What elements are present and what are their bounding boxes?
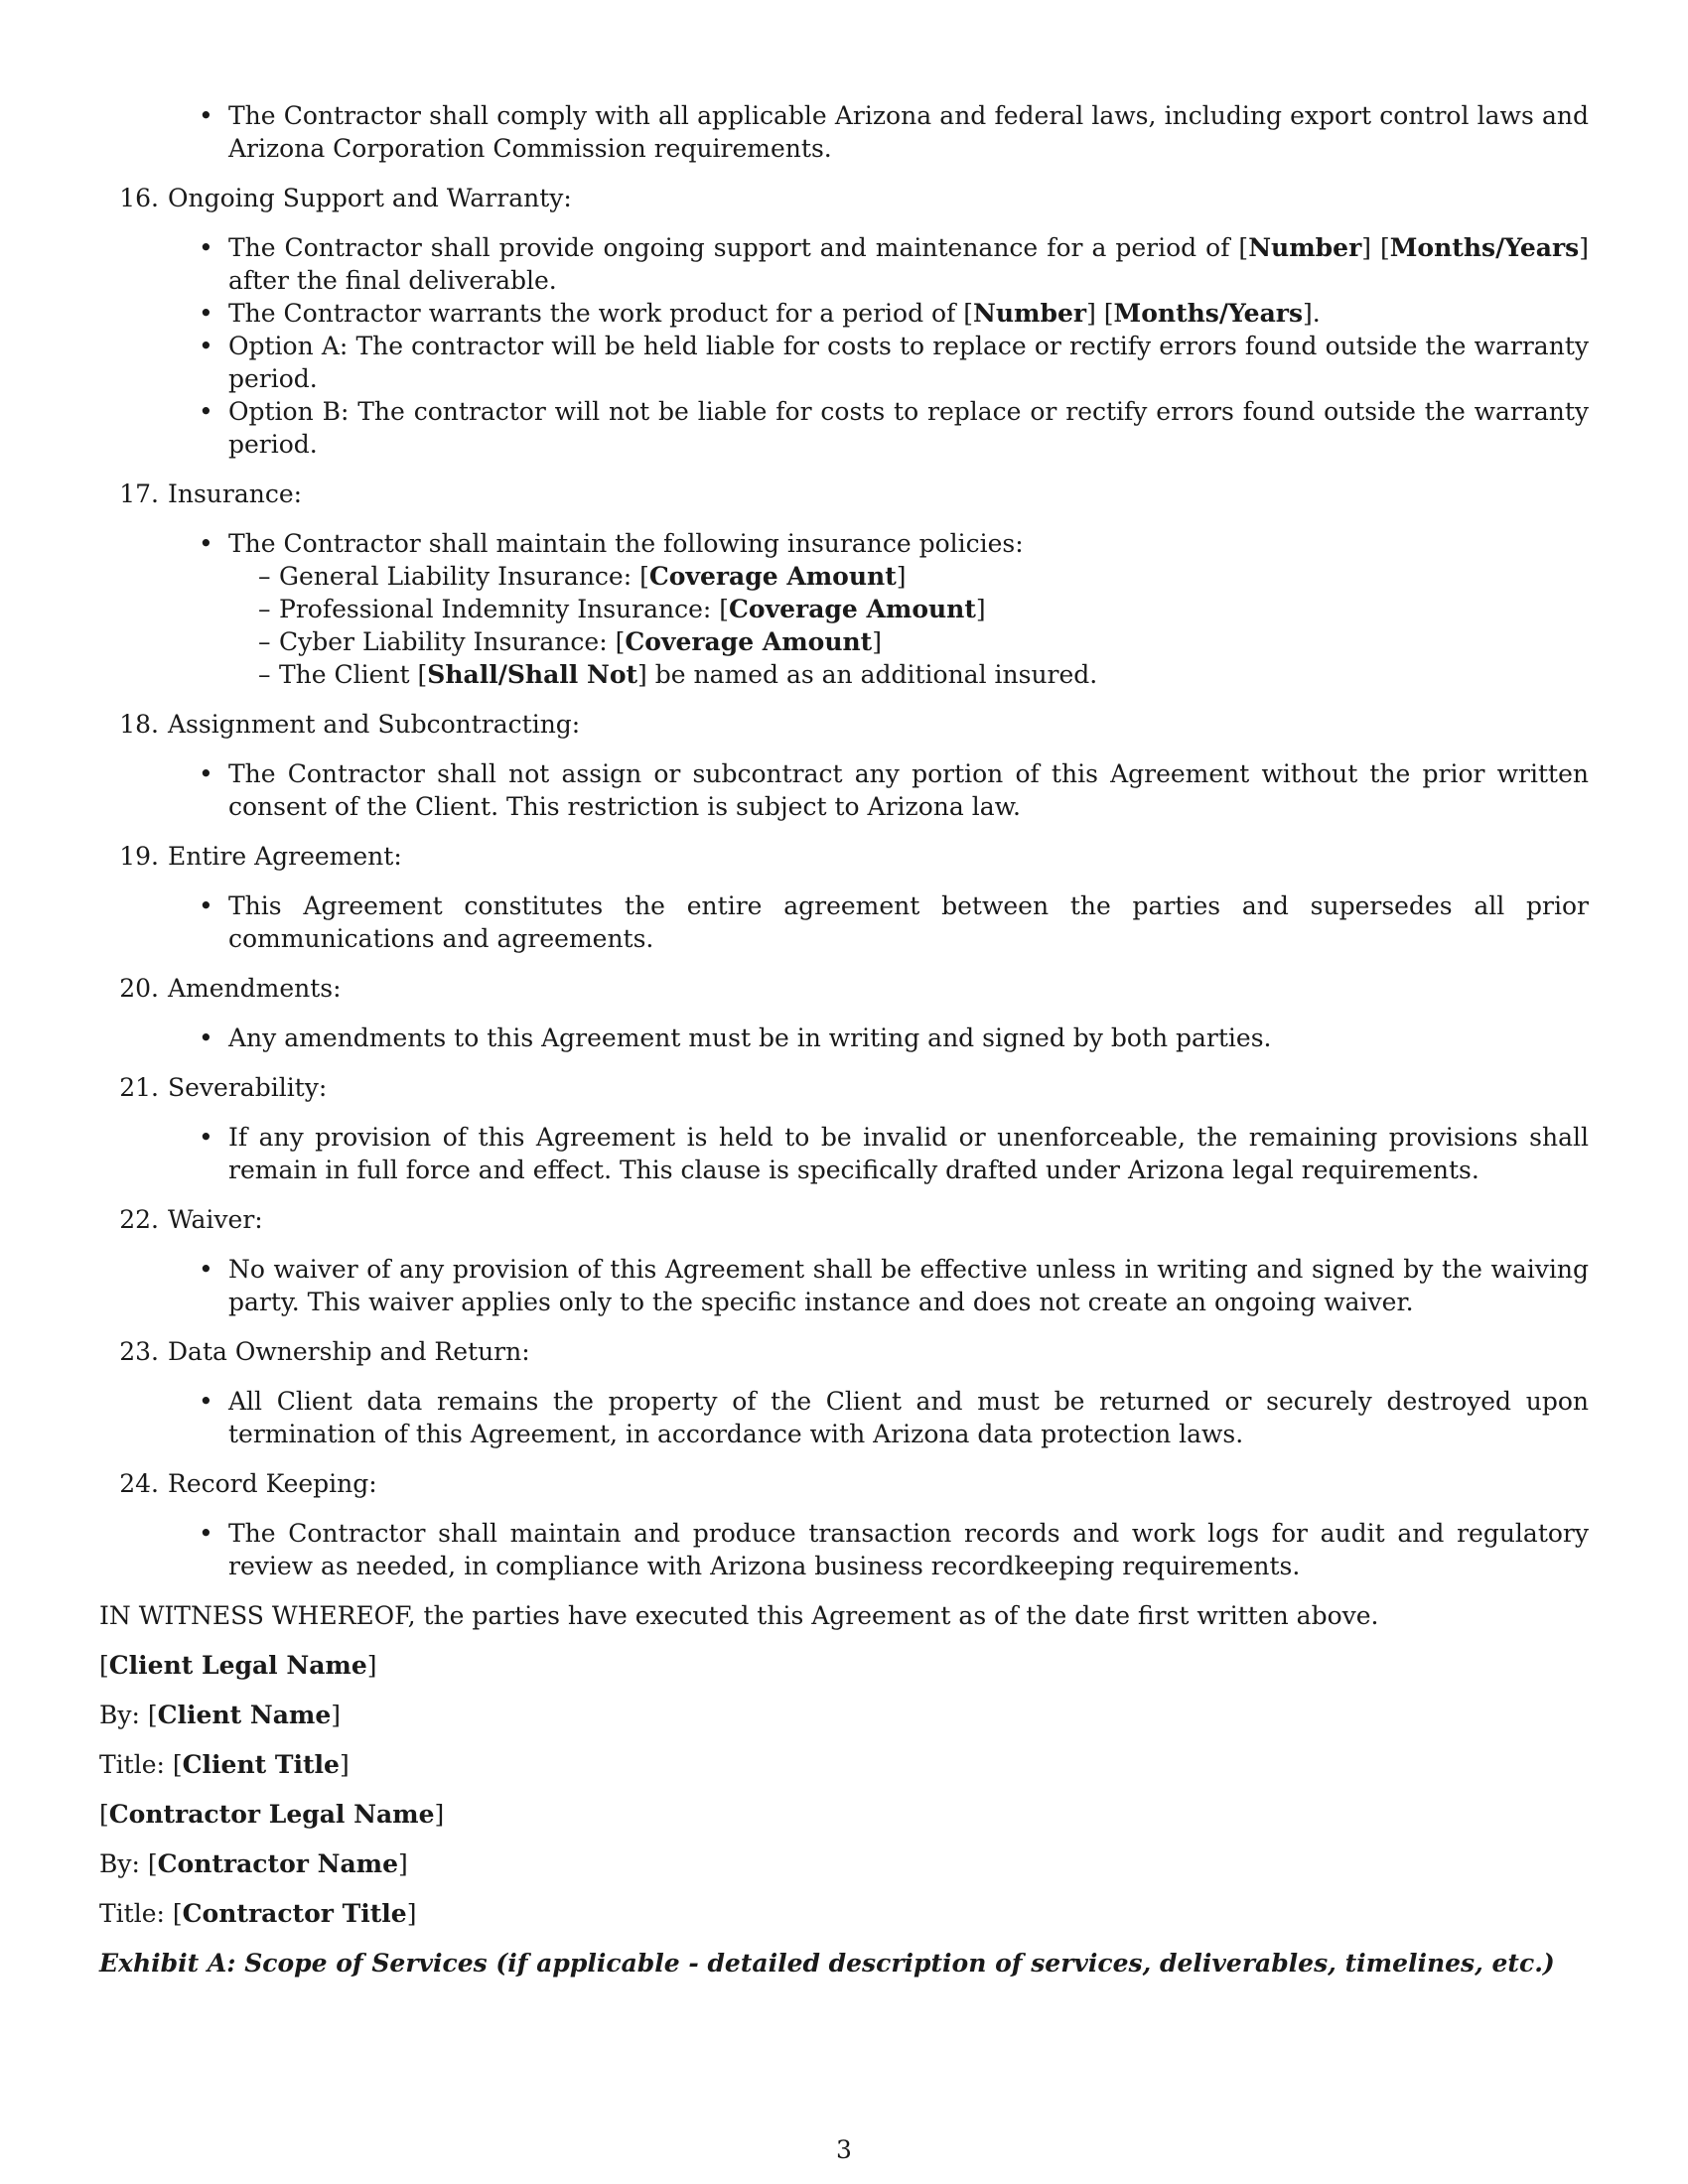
section-title: Waiver: (168, 1205, 263, 1234)
client-legal-name-line: [Client Legal Name] (99, 1651, 377, 1680)
section-bullets (99, 889, 1589, 955)
contractor-title-line: Title: [Contractor Title] (99, 1899, 417, 1928)
section-title: Ongoing Support and Warranty: (168, 184, 572, 212)
section-number: 21. (119, 1073, 159, 1102)
page-number: 3 (836, 2135, 852, 2164)
section-title: Amendments: (168, 974, 342, 1003)
section-bullets (99, 1253, 1589, 1318)
section-number: 24. (119, 1469, 159, 1498)
section-heading (99, 182, 1589, 214)
section-bullets (99, 1517, 1589, 1582)
section-16 (99, 182, 1589, 461)
section-21 (99, 1071, 1589, 1186)
section-number: 22. (119, 1205, 159, 1234)
section-bullet: • All Client data remains the property of the Client and must be returned or securely destroyed upon termination of this Agreement, in accordance with Arizona data protection laws. (99, 1385, 1589, 1450)
section-bullet: • If any provision of this Agreement is held to be invalid or unenforceable, the remaining provisions shall remain in full force and effect. This clause is specifically drafted under Arizona legal requirements. (99, 1121, 1589, 1186)
support-period-bullet: • The Contractor shall provide ongoing support and maintenance for a period of [Number] [Months/Years] after the final deliverable. (99, 231, 1589, 297)
section-heading (99, 1071, 1589, 1104)
section-heading (99, 708, 1589, 741)
section-title: Record Keeping: (168, 1469, 377, 1498)
placeholder-field: Number (973, 299, 1087, 328)
additional-insured-item: – The Client [Shall/Shall Not] be named as an additional insured. (99, 658, 1589, 691)
document-body (99, 99, 1589, 1979)
compliance-bullet: • The Contractor shall comply with all applicable Arizona and federal laws, including export control laws and Arizona Corporation Commission requirements. (99, 99, 1589, 165)
insurance-policy-list (99, 560, 1589, 691)
section-bullet: • The Contractor shall not assign or subcontract any portion of this Agreement without the prior written consent of the Client. This restriction is subject to Arizona law. (99, 757, 1589, 823)
placeholder-field: Months/Years (1389, 233, 1580, 262)
section-heading (99, 478, 1589, 510)
placeholder-field: Shall/Shall Not (427, 660, 638, 689)
section-bullets (99, 1385, 1589, 1450)
section-number: 20. (119, 974, 159, 1003)
section-bullets (99, 527, 1589, 560)
section-bullet: • Any amendments to this Agreement must be in writing and signed by both parties. (99, 1022, 1589, 1054)
section-title: Data Ownership and Return: (168, 1337, 530, 1366)
section-17 (99, 478, 1589, 691)
section-18 (99, 708, 1589, 823)
placeholder-field: Months/Years (1113, 299, 1304, 328)
placeholder-field: Contractor Name (157, 1849, 399, 1878)
section-number: 19. (119, 842, 159, 871)
section-23 (99, 1335, 1589, 1450)
placeholder-field: Client Legal Name (108, 1651, 367, 1680)
professional-indemnity-item: – Professional Indemnity Insurance: [Coverage Amount] (99, 593, 1589, 625)
section-19 (99, 840, 1589, 955)
section-heading (99, 1203, 1589, 1236)
section-title: Severability: (168, 1073, 328, 1102)
section-bullet: • This Agreement constitutes the entire agreement between the parties and supersedes all prior communications and agreements. (99, 889, 1589, 955)
section-number: 16. (119, 184, 159, 212)
option-b-bullet: • Option B: The contractor will not be liable for costs to replace or rectify errors found outside the warranty period. (99, 395, 1589, 461)
placeholder-field: Contractor Legal Name (108, 1800, 435, 1829)
contractor-legal-name-line: [Contractor Legal Name] (99, 1800, 445, 1829)
client-by-line: By: [Client Name] (99, 1701, 342, 1729)
section-bullets (99, 231, 1589, 461)
section-24 (99, 1467, 1589, 1582)
section-title: Assignment and Subcontracting: (168, 710, 581, 739)
placeholder-field: Client Name (157, 1701, 332, 1729)
section-number: 17. (119, 479, 159, 508)
section-heading (99, 1335, 1589, 1368)
section-number: 23. (119, 1337, 159, 1366)
section-heading (99, 972, 1589, 1005)
section-number: 18. (119, 710, 159, 739)
section-title: Entire Agreement: (168, 842, 402, 871)
section-heading (99, 1467, 1589, 1500)
insurance-intro-bullet: • The Contractor shall maintain the following insurance policies: (99, 527, 1589, 560)
contractor-by-line: By: [Contractor Name] (99, 1849, 408, 1878)
placeholder-field: Coverage Amount (625, 627, 873, 656)
section-22 (99, 1203, 1589, 1318)
section-bullets (99, 1121, 1589, 1186)
section-bullet: • The Contractor shall maintain and produce transaction records and work logs for audit and regulatory review as needed, in compliance with Arizona business recordkeeping requirements. (99, 1517, 1589, 1582)
general-liability-item: – General Liability Insurance: [Coverage Amount] (99, 560, 1589, 593)
section-bullets (99, 757, 1589, 823)
option-a-bullet: • Option A: The contractor will be held liable for costs to replace or rectify errors found outside the warranty period. (99, 330, 1589, 395)
placeholder-field: Coverage Amount (729, 595, 976, 623)
placeholder-field: Coverage Amount (648, 562, 897, 591)
section-heading (99, 840, 1589, 873)
section-bullets (99, 1022, 1589, 1054)
section-bullet: • No waiver of any provision of this Agreement shall be effective unless in writing and signed by the waiving party. This waiver applies only to the specific instance and does not create an ongoing waiver. (99, 1253, 1589, 1318)
compliance-bullets (99, 99, 1589, 165)
warranty-period-bullet: • The Contractor warrants the work product for a period of [Number] [Months/Years]. (99, 297, 1589, 330)
witness-statement: IN WITNESS WHEREOF, the parties have executed this Agreement as of the date first written above. (99, 1601, 1379, 1630)
section-20 (99, 972, 1589, 1054)
placeholder-field: Contractor Title (182, 1899, 407, 1928)
exhibit-a-heading: Exhibit A: Scope of Services (if applicable - detailed description of services, deliverables, timelines, etc.) (99, 1949, 1555, 1978)
cyber-liability-item: – Cyber Liability Insurance: [Coverage Amount] (99, 625, 1589, 658)
section-title: Insurance: (168, 479, 303, 508)
placeholder-field: Number (1248, 233, 1362, 262)
placeholder-field: Client Title (182, 1750, 340, 1779)
client-title-line: Title: [Client Title] (99, 1750, 350, 1779)
